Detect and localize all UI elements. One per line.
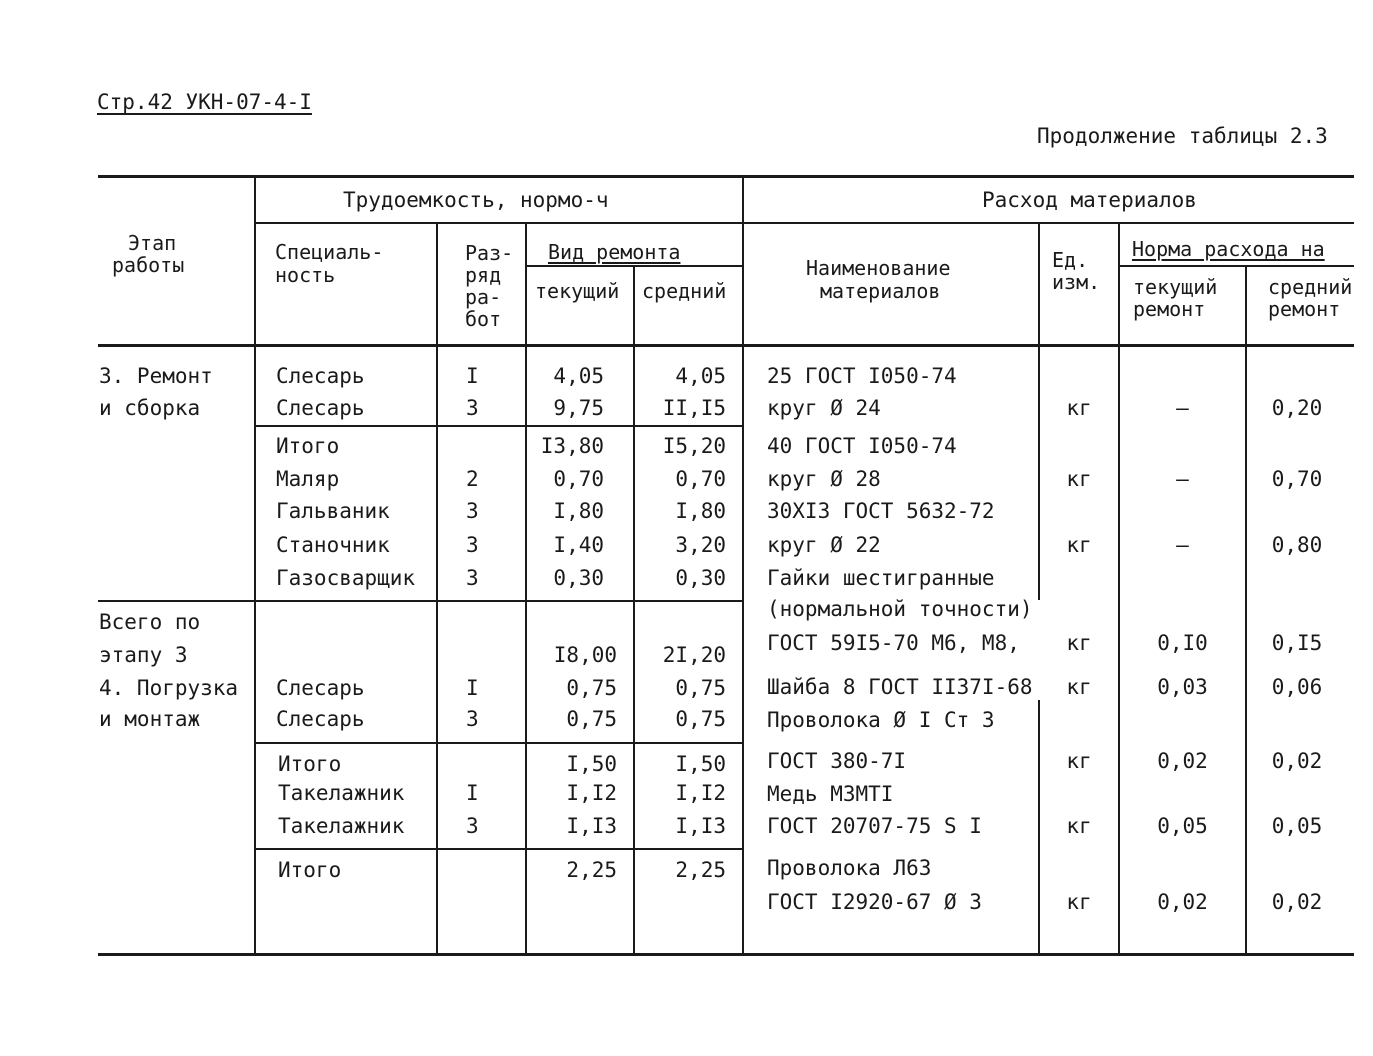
stage-label: Всего по <box>99 610 201 634</box>
stage-label: и сборка <box>99 396 201 420</box>
material-norm-medium: 0,20 <box>1271 396 1323 420</box>
material-norm-medium: 0,05 <box>1271 814 1323 838</box>
material-name: круг Ø 28 <box>767 467 881 491</box>
material-unit: кг <box>1066 814 1092 838</box>
header-labor: Трудоемкость, нормо-ч <box>343 188 609 212</box>
labor-current: 0,70 <box>553 467 604 491</box>
header-repair-type: Вид ремонта <box>548 240 681 264</box>
header-norm-medium-1: средний <box>1268 275 1353 299</box>
material-unit: кг <box>1066 396 1092 420</box>
labor-medium: 2,25 <box>675 858 726 882</box>
header-specialty-1: Специаль- <box>275 240 384 264</box>
material-unit: кг <box>1066 467 1092 491</box>
material-name: Шайба 8 ГОСТ II37I-68 <box>767 675 1033 699</box>
labor-specialty: Итого <box>278 858 342 882</box>
header-labor-medium: средний <box>642 279 727 303</box>
header-grade-3: ра- <box>465 285 502 309</box>
material-name: Проволока Ø I Ст 3 <box>767 708 995 732</box>
material-norm-medium: 0,80 <box>1271 533 1323 557</box>
labor-specialty: Такелажник <box>278 814 405 838</box>
stage-total-rule <box>98 600 742 602</box>
material-name: ГОСТ I2920-67 Ø 3 <box>767 890 982 914</box>
col-rule-unit <box>1118 222 1120 955</box>
material-name: ГОСТ 380-7I <box>767 749 907 773</box>
col-rule-grade <box>525 222 527 955</box>
labor-specialty: Итого <box>276 434 340 458</box>
header-unit-2: изм. <box>1052 270 1101 294</box>
material-name: (нормальной точности) <box>767 597 1033 621</box>
labor-specialty: Итого <box>278 752 342 776</box>
table-continuation-label: Продолжение таблицы 2.3 <box>1037 124 1328 148</box>
labor-medium: 2I,20 <box>662 643 726 667</box>
labor-current: 4,05 <box>553 364 604 388</box>
labor-grade: 3 <box>466 566 479 590</box>
labor-medium: 3,20 <box>675 533 726 557</box>
header-bottom-rule <box>98 344 1354 347</box>
material-name: 30XI3 ГОСТ 5632-72 <box>767 499 995 523</box>
labor-current: 0,75 <box>566 707 617 731</box>
material-name: ГОСТ 59I5-70 M6, M8, <box>767 631 1020 655</box>
labor-current: 9,75 <box>553 396 604 420</box>
labor-medium: I5,20 <box>662 434 726 458</box>
labor-medium: 0,70 <box>675 467 726 491</box>
material-norm-current: 0,03 <box>1157 675 1208 699</box>
header-labor-current: текущий <box>535 279 620 303</box>
col-rule-stage <box>254 175 256 955</box>
labor-medium: 0,30 <box>675 566 726 590</box>
labor-specialty: Слесарь <box>276 396 365 420</box>
header-specialty-2: ность <box>275 263 336 287</box>
stage-label: этапу 3 <box>99 643 188 667</box>
material-norm-medium: 0,02 <box>1271 749 1323 773</box>
labor-grade: 3 <box>466 396 479 420</box>
header-grade-4: бот <box>465 307 502 331</box>
material-name: 40 ГОСТ I050-74 <box>767 434 957 458</box>
labor-grade: 2 <box>466 467 479 491</box>
material-name: Гайки шестигранные <box>767 566 995 590</box>
col-rule-norm <box>1245 265 1247 955</box>
labor-specialty: Гальваник <box>276 499 390 523</box>
material-name: Медь M3MTI <box>767 782 894 806</box>
material-norm-current: – <box>1176 396 1189 420</box>
labor-current: 2,25 <box>566 858 617 882</box>
labor-specialty: Маляр <box>276 467 340 491</box>
subtotal-rule-1 <box>255 425 742 427</box>
material-unit: кг <box>1066 675 1092 699</box>
labor-grade: I <box>466 676 479 700</box>
header-norm: Норма расхода на <box>1132 237 1325 261</box>
labor-grade: 3 <box>466 499 479 523</box>
stage-label: 3. Ремонт <box>99 364 213 388</box>
labor-medium: I,80 <box>675 499 726 523</box>
material-norm-current: 0,02 <box>1157 890 1208 914</box>
labor-current: 0,30 <box>553 566 604 590</box>
stage-label: 4. Погрузка <box>99 676 239 700</box>
stage-label: и монтаж <box>99 707 201 731</box>
labor-specialty: Слесарь <box>276 707 365 731</box>
norm-rule <box>1120 265 1354 267</box>
labor-specialty: Газосварщик <box>276 566 416 590</box>
material-norm-medium: 0,02 <box>1271 890 1323 914</box>
material-unit: кг <box>1066 749 1092 773</box>
material-norm-medium: 0,06 <box>1271 675 1323 699</box>
labor-grade: 3 <box>466 533 479 557</box>
labor-current: I,80 <box>553 499 604 523</box>
header-grade-2: ряд <box>465 263 502 287</box>
material-name: круг Ø 22 <box>767 533 881 557</box>
header-material-name-2: материалов <box>820 279 941 303</box>
header-norm-current-1: текущий <box>1133 275 1218 299</box>
labor-medium: I,50 <box>675 752 726 776</box>
labor-current: I8,00 <box>553 643 617 667</box>
labor-medium: 4,05 <box>675 364 726 388</box>
header-materials: Расход материалов <box>982 188 1197 212</box>
labor-header-rule <box>255 222 742 224</box>
labor-current: I,40 <box>553 533 604 557</box>
material-norm-current: – <box>1176 533 1189 557</box>
labor-current: I,I3 <box>566 814 617 838</box>
material-norm-medium: 0,I5 <box>1271 631 1323 655</box>
header-unit-1: Ед. <box>1052 248 1089 272</box>
labor-medium: II,I5 <box>662 396 726 420</box>
header-grade-1: Раз- <box>465 241 514 265</box>
labor-current: I3,80 <box>540 434 604 458</box>
material-norm-current: 0,05 <box>1157 814 1208 838</box>
labor-grade: I <box>466 781 479 805</box>
labor-grade: 3 <box>466 707 479 731</box>
labor-grade: 3 <box>466 814 479 838</box>
material-norm-current: 0,02 <box>1157 749 1208 773</box>
material-name: Проволока Л63 <box>767 856 932 880</box>
subtotal-rule-3 <box>255 848 742 850</box>
labor-grade: I <box>466 364 479 388</box>
col-rule-labor-materials <box>742 175 744 955</box>
labor-specialty: Слесарь <box>276 364 365 388</box>
page-reference: Стр.42 УКН-07-4-I <box>97 90 312 114</box>
material-norm-current: – <box>1176 467 1189 491</box>
labor-medium: I,I3 <box>675 814 726 838</box>
header-material-name-1: Наименование <box>806 256 951 280</box>
labor-medium: I,I2 <box>675 781 726 805</box>
material-unit: кг <box>1066 890 1092 914</box>
material-unit: кг <box>1066 631 1092 655</box>
labor-current: I,50 <box>566 752 617 776</box>
material-name: 25 ГОСТ I050-74 <box>767 364 957 388</box>
table-bottom-rule <box>98 953 1354 956</box>
header-norm-medium-2: ремонт <box>1268 297 1341 321</box>
subtotal-rule-2 <box>255 742 742 744</box>
header-stage-2: работы <box>112 253 185 277</box>
material-name: ГОСТ 20707-75 S I <box>767 814 982 838</box>
materials-header-rule <box>744 222 1354 224</box>
material-name: круг Ø 24 <box>767 396 881 420</box>
header-stage-1: Этап <box>128 231 177 255</box>
col-rule-specialty <box>436 222 438 955</box>
labor-specialty: Такелажник <box>278 781 405 805</box>
material-norm-medium: 0,70 <box>1271 467 1323 491</box>
col-rule-current <box>633 265 635 955</box>
header-norm-current-2: ремонт <box>1133 297 1206 321</box>
labor-specialty: Слесарь <box>276 676 365 700</box>
labor-medium: 0,75 <box>675 676 726 700</box>
material-norm-current: 0,I0 <box>1157 631 1208 655</box>
material-unit: кг <box>1066 533 1092 557</box>
labor-specialty: Станочник <box>276 533 390 557</box>
labor-current: I,I2 <box>566 781 617 805</box>
labor-current: 0,75 <box>566 676 617 700</box>
labor-medium: 0,75 <box>675 707 726 731</box>
table-top-rule <box>98 175 1354 178</box>
